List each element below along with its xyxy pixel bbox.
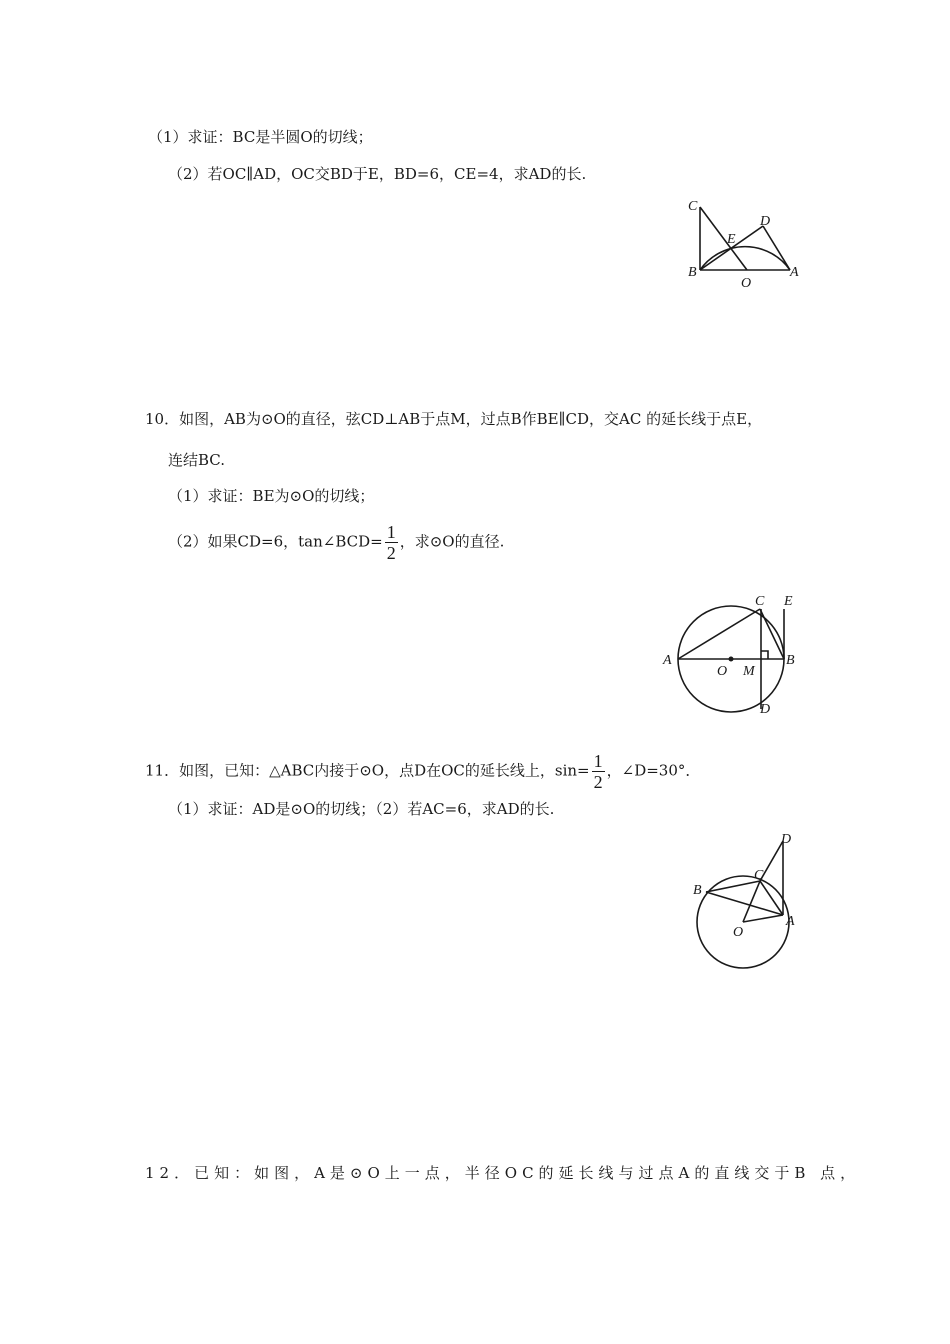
right-angle-mark xyxy=(761,651,768,659)
label-o: O xyxy=(733,925,744,940)
label-o: O xyxy=(717,664,728,679)
fraction-one-half xyxy=(385,522,398,563)
center-dot xyxy=(729,657,734,662)
label-d: D xyxy=(760,702,771,717)
q11-stem-tail: ，∠D=30°． xyxy=(606,761,701,780)
q10-part2-text: （2）如果CD=6，tan∠BCD= xyxy=(168,532,383,551)
label-b: B xyxy=(693,883,702,898)
figure-q11-circle xyxy=(680,828,810,973)
q9-part1: （1）求证：BC是半圆O的切线； xyxy=(148,128,373,146)
label-b: B xyxy=(786,653,795,668)
q9-part2: （2）若OC∥AD，OC交BD于E，BD=6，CE=4，求AD的长. xyxy=(168,165,587,183)
label-d: D xyxy=(760,214,771,229)
q10-part2-tail: ，求⊙O的直径. xyxy=(399,532,505,551)
q10-stem: 10．如图，AB为⊙O的直径，弦CD⊥AB于点M，过点B作BE∥CD，交AC 的延长线于点E， xyxy=(145,410,763,428)
segment-ae xyxy=(678,609,760,659)
fraction-numerator: 1 xyxy=(386,522,396,542)
fraction-one-half xyxy=(592,751,605,792)
q10-part2 xyxy=(168,522,504,563)
label-b: B xyxy=(688,265,697,280)
segment-ba xyxy=(706,892,783,915)
label-c: C xyxy=(754,868,764,883)
figure-q10-circle xyxy=(660,592,810,722)
label-c: C xyxy=(688,199,698,214)
label-o: O xyxy=(741,276,752,291)
fraction-denominator: 2 xyxy=(593,772,603,792)
segment-oa xyxy=(743,915,783,922)
segment-oc xyxy=(743,881,760,922)
label-a: A xyxy=(786,914,795,929)
label-m: M xyxy=(743,664,755,679)
fraction-denominator: 2 xyxy=(386,543,396,563)
label-c: C xyxy=(755,594,765,609)
label-a: A xyxy=(663,653,672,668)
figure-q9-semicircle xyxy=(680,195,810,295)
segment-da xyxy=(763,226,790,270)
q10-part1: （1）求证：BE为⊙O的切线； xyxy=(168,487,375,505)
segment-co xyxy=(700,207,747,270)
q11-stem xyxy=(145,751,700,792)
q12-stem: 12．已知：如图，A是⊙O上一点，半径OC的延长线与过点A的直线交于B 点， xyxy=(145,1164,861,1182)
segment-cd xyxy=(760,841,783,881)
label-e: E xyxy=(784,594,793,609)
q11-parts: （1）求证：AD是⊙O的切线；（2）若AC=6，求AD的长. xyxy=(168,800,555,818)
label-a: A xyxy=(790,265,799,280)
label-d: D xyxy=(781,832,792,847)
q11-stem-text: 11．如图，已知：△ABC内接于⊙O，点D在OC的延长线上，sin= xyxy=(145,761,590,780)
fraction-numerator: 1 xyxy=(593,751,603,771)
label-e: E xyxy=(727,232,736,247)
q10-stem-continued: 连结BC. xyxy=(168,451,226,469)
